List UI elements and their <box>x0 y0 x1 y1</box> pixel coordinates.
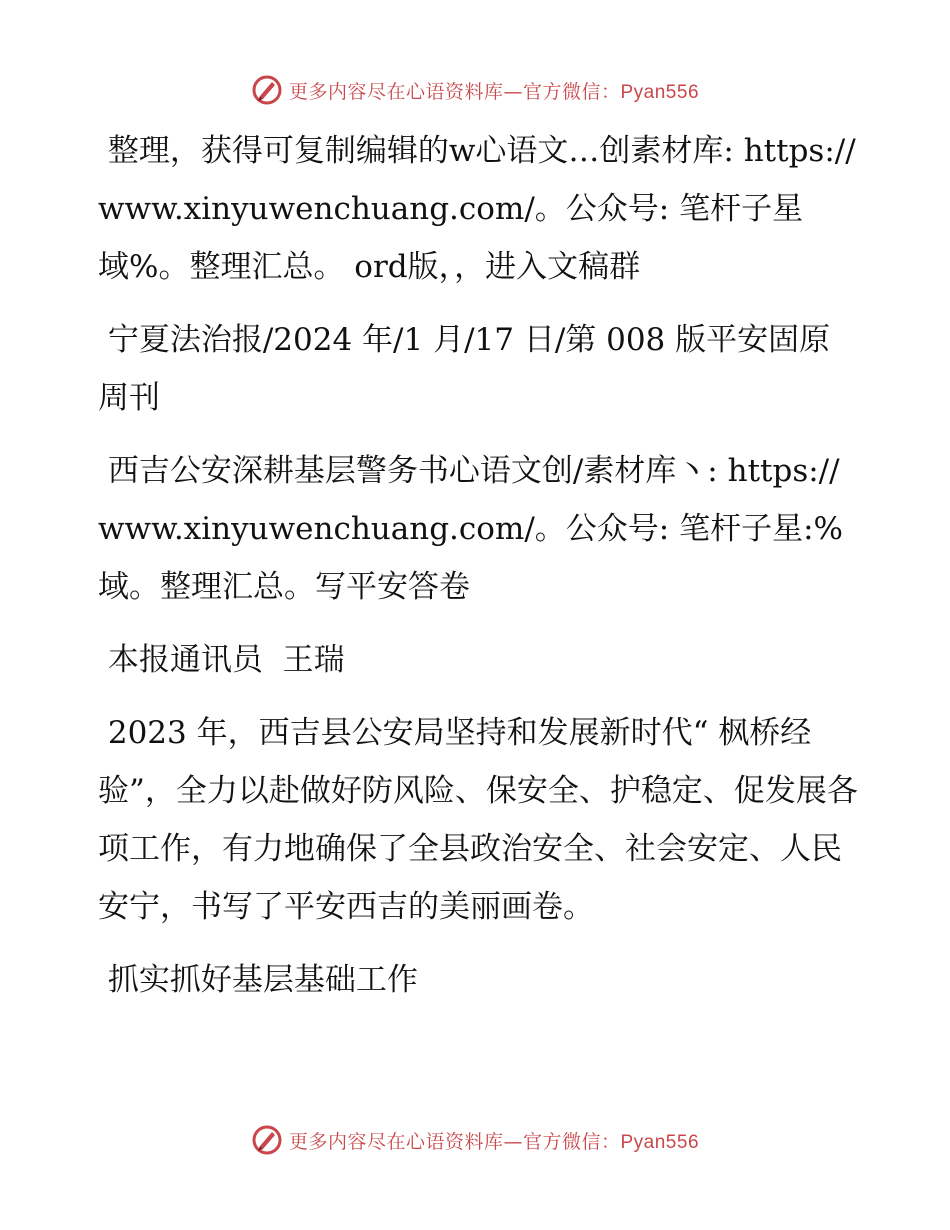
paragraph-intro: 整理，获得可复制编辑的w心语文…创素材库: https://www.xinyuwenchuang.com/。公众号: 笔杆子星域%。整理汇总。 ord版，，进入文稿群 <box>98 133 856 285</box>
paragraph-subheading: 抓实抓好基层基础工作 <box>98 962 418 998</box>
footer-banner-text <box>289 1127 699 1154</box>
footer-banner-inner <box>251 1124 699 1156</box>
paragraph-headline: 西吉公安深耕基层警务书心语文创/素材库丶: https://www.xinyuwenchuang.com/。公众号: 笔杆子星:%域。整理汇总。写平安答卷 <box>98 453 843 605</box>
footer-banner <box>0 1120 950 1160</box>
paragraph-byline: 本报通讯员 王瑞 <box>98 642 345 678</box>
header-banner-text <box>289 77 699 104</box>
header-banner-slogan: 更多内容尽在心语资料库 <box>288 80 504 103</box>
footer-banner-separator: — <box>503 1130 523 1153</box>
footer-banner-wechat-id: Pyan556 <box>620 1131 700 1153</box>
footer-banner-official: 官方微信： <box>522 1130 621 1153</box>
header-banner-wechat-id: Pyan556 <box>620 81 700 103</box>
pen-logo-icon <box>251 1124 283 1156</box>
paragraph-body: 2023 年，西吉县公安局坚持和发展新时代“ 枫桥经验”，全力以赴做好防风险、保安全、护稳定、促发展各项工作，有力地确保了全县政治安全、社会安定、人民安宁，书写了平安西吉的美丽画卷。 <box>98 715 858 925</box>
document-body <box>98 122 858 1024</box>
header-banner-separator: — <box>503 80 523 103</box>
pen-logo-icon <box>251 74 283 106</box>
footer-banner-slogan: 更多内容尽在心语资料库 <box>288 1130 504 1153</box>
paragraph-source: 宁夏法治报/2024 年/1 月/17 日/第 008 版平安固原周刊 <box>98 322 831 416</box>
header-banner <box>0 70 950 110</box>
header-banner-inner <box>251 74 699 106</box>
header-banner-official: 官方微信： <box>522 80 621 103</box>
